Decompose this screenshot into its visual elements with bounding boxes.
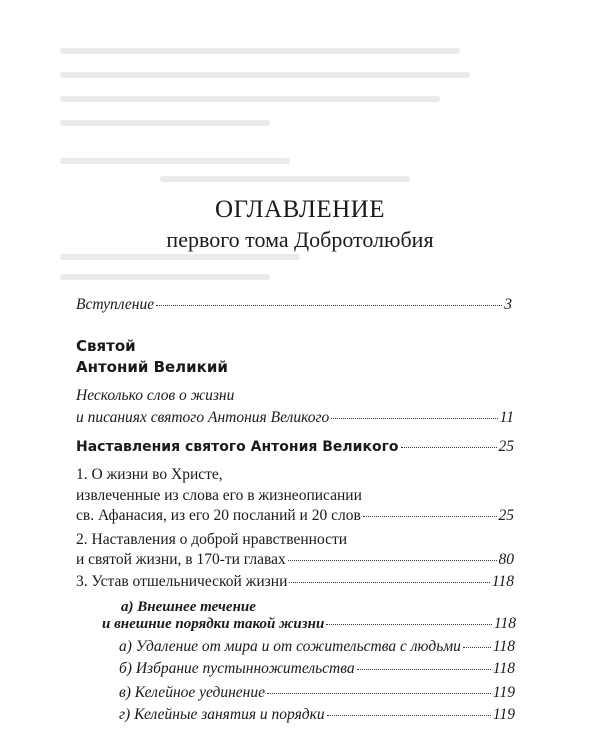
toc-entry-intro[interactable] xyxy=(76,296,512,314)
toc-page-number: 118 xyxy=(493,615,516,632)
author-heading-line1: Святой xyxy=(76,337,136,355)
toc-entry-label: Вступление xyxy=(76,296,155,313)
toc-entry-3a-line1: а) Внешнее течение xyxy=(121,599,256,615)
leader-dots xyxy=(267,693,491,694)
toc-entry-2[interactable] xyxy=(76,551,514,569)
leader-dots xyxy=(401,447,497,448)
leader-dots xyxy=(363,516,497,517)
toc-entry-1[interactable] xyxy=(76,507,514,525)
toc-page-number: 80 xyxy=(498,551,514,568)
toc-entry-label: св. Афанасия, из его 20 посланий и 20 слов xyxy=(76,507,361,524)
toc-entry-1-line2: извлеченные из слова его в жизнеописании xyxy=(76,487,362,504)
author-heading-line2: Антоний Великий xyxy=(76,358,228,376)
toc-sub-entry[interactable] xyxy=(119,684,515,702)
toc-entry-label: и писаниях святого Антония Великого xyxy=(76,409,330,426)
toc-sub-entry[interactable] xyxy=(119,638,515,656)
toc-title: ОГЛАВЛЕНИЕ xyxy=(215,196,385,223)
toc-entry-label: б) Избрание пустынножительства xyxy=(119,660,355,677)
toc-entry-label: и внешние порядки такой жизни xyxy=(102,616,325,632)
leader-dots xyxy=(463,647,491,648)
leader-dots xyxy=(288,560,497,561)
toc-entry-label: в) Келейное уединение xyxy=(119,684,265,701)
toc-page-number: 119 xyxy=(492,706,515,723)
leader-dots xyxy=(289,582,490,583)
bleed-through-text xyxy=(160,176,410,182)
toc-page-number: 119 xyxy=(492,684,515,701)
toc-page-number: 118 xyxy=(492,660,515,677)
leader-dots xyxy=(331,418,497,419)
bleed-through-text xyxy=(60,72,470,78)
toc-entry-words[interactable] xyxy=(76,409,514,427)
toc-subtitle: первого тома Добротолюбия xyxy=(166,227,434,252)
toc-sub-entry[interactable] xyxy=(119,706,515,724)
toc-entry-label: и святой жизни, в 170-ти главах xyxy=(76,551,286,568)
toc-page-number: 11 xyxy=(499,409,514,426)
toc-entry-3a[interactable] xyxy=(102,615,516,633)
toc-entry-label: г) Келейные занятия и порядки xyxy=(119,706,325,723)
bleed-through-text xyxy=(60,274,270,280)
toc-entry-label: а) Удаление от мира и от сожительства с людьми xyxy=(119,638,461,655)
bleed-through-text xyxy=(60,96,440,102)
toc-entry-words-line1: Несколько слов о жизни xyxy=(76,387,235,404)
toc-page-number: 118 xyxy=(491,573,514,590)
toc-page-number: 25 xyxy=(498,438,514,455)
bleed-through-text xyxy=(60,48,460,54)
leader-dots xyxy=(326,624,492,625)
toc-entry-2-line1: 2. Наставления о доброй нравственности xyxy=(76,531,348,548)
toc-sub-entry[interactable] xyxy=(119,660,515,678)
toc-page-number: 3 xyxy=(504,296,512,313)
toc-entry-instructions[interactable] xyxy=(76,438,514,456)
bleed-through-text xyxy=(60,120,270,126)
bleed-through-text xyxy=(60,158,290,164)
leader-dots xyxy=(327,715,491,716)
toc-entry-label: Наставления святого Антония Великого xyxy=(76,439,399,455)
toc-entry-1-line1: 1. О жизни во Христе, xyxy=(76,466,223,483)
bleed-through-text xyxy=(60,254,300,260)
leader-dots xyxy=(357,669,491,670)
toc-entry-3[interactable] xyxy=(76,573,514,591)
toc-entry-label: 3. Устав отшельнической жизни xyxy=(76,573,288,590)
toc-page-number: 118 xyxy=(492,638,515,655)
leader-dots xyxy=(156,305,502,306)
toc-page-number: 25 xyxy=(498,507,514,524)
